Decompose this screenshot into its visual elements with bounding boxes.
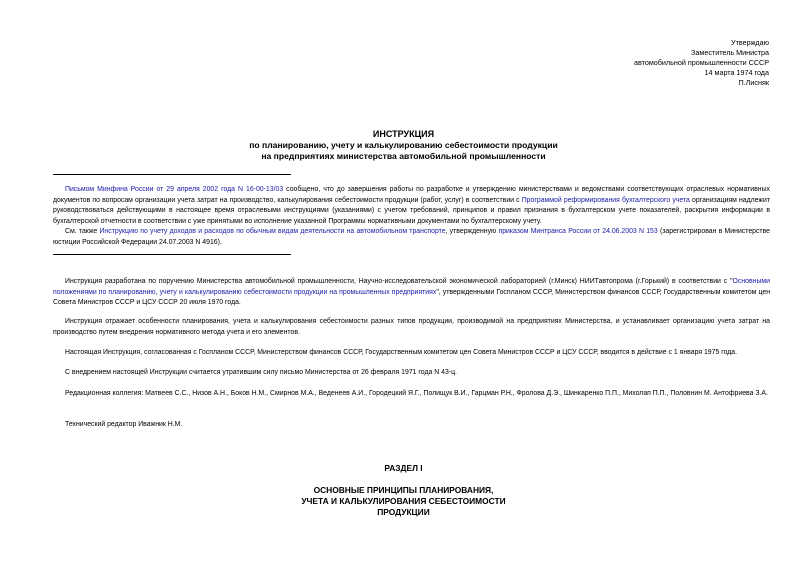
paragraph-text: ", утвержденными Госпланом СССР, Министерством финансов СССР, Государственным комитетом цен Совета Министров СССР и ЦСУ СССР 20 июля 1970 года. — [53, 288, 771, 306]
link-minfin-letter[interactable]: Письмом Минфина России от 29 апреля 2002 года N 16-00-13/03 — [65, 186, 284, 193]
paragraph-effective-date: Настоящая Инструкция, согласованная с Госпланом СССР, Министерством финансов СССР, Государственным комитетом цен Совета Министров СССР и ЦСУ СССР, вводится в действие с 1 января 1975 года. — [65, 349, 738, 356]
link-transport-instruction[interactable]: Инструкцию по учету доходов и расходов по обычным видам деятельности на автомобильном транспорте — [99, 228, 446, 235]
title-main: ИНСТРУКЦИЯ — [372, 129, 435, 139]
note-text: организациям надлежит руководствоваться действующими в настоящее время отраслевыми инструкциями (указаниями) с учетом требований, принципов и правил признания в бухгалтерском учете показателей, раскрытия информации в бухгалтерской отчетности в соответствии с уже принятыми во исполнение указанной Программы нормативными документами по бухгалтерскому учету. — [53, 196, 770, 225]
approval-signatory: П.Лисняк — [738, 78, 769, 87]
section-label: РАЗДЕЛ I — [384, 463, 423, 473]
note-see-also — [53, 227, 770, 248]
link-mintrans-order[interactable]: приказом Минтранса России от 24.06.2003 N 153 — [498, 228, 658, 235]
approval-line: 14 марта 1974 года — [704, 68, 769, 77]
approval-line: автомобильной промышленности СССР — [633, 58, 769, 67]
note-divider-bottom — [53, 254, 291, 255]
paragraph-origin — [53, 277, 770, 309]
link-basic-provisions[interactable]: Основными положениями по планированию, учету и калькулированию себестоимости продукции на промышленных предприятиях — [53, 278, 770, 296]
note-text: , утвержденную — [445, 228, 499, 235]
paragraph-technical-editor: Технический редактор Иважник Н.М. — [65, 421, 183, 428]
title-subtitle-2: на предприятиях министерства автомобильной промышленности — [261, 151, 546, 161]
note-text: См. также — [65, 228, 100, 235]
section-title-line-2: УЧЕТА И КАЛЬКУЛИРОВАНИЯ СЕБЕСТОИМОСТИ — [301, 496, 506, 506]
note-text: (зарегистрирован в Министерстве юстиции Российской Федерации 24.07.2003 N 4916). — [53, 228, 771, 246]
approval-line: Утверждаю — [731, 38, 769, 47]
approval-line: Заместитель Министра — [691, 48, 769, 57]
document-title — [0, 129, 807, 162]
section-title-line-3: ПРОДУКЦИИ — [377, 507, 430, 517]
paragraph-scope: Инструкция отражает особенности планирования, учета и калькулирования себестоимости разных типов продукции, производимой на предприятиях Министерства, и устанавливает организацию учета затрат на производство путем внедрения нормативного метода учета и его элементов. — [53, 318, 770, 336]
title-subtitle-1: по планированию, учету и калькулированию себестоимости продукции — [249, 140, 558, 150]
section-title-line-1: ОСНОВНЫЕ ПРИНЦИПЫ ПЛАНИРОВАНИЯ, — [313, 485, 494, 495]
paragraph-repeal: С внедрением настоящей Инструкции считается утратившим силу письмо Министерства от 26 февраля 1971 года N 43-ц. — [65, 369, 457, 376]
note-text: сообщено, что до завершения работы по разработке и утверждению министерствами и ведомствами соответствующих отраслевых нормативных документов по вопросам организации учета затрат на производство, калькулирования себестоимости продукции (работ, услуг) в соответствии с — [53, 186, 770, 204]
link-reform-program[interactable]: Программой реформирования бухгалтерского учета — [521, 196, 690, 204]
paragraph-editorial-board: Редакционная коллегия: Матвеев С.С., Низов А.Н., Боков Н.М., Смирнов М.А., Веденеев А.И., Городецкий Я.Г., Полищук В.И., Гарцман Р.Н., Фролова Д.Э., Шинкаренко П.П., Михолап П.П., Половнин М. Антофриева З.А. — [65, 390, 768, 397]
approval-block — [509, 38, 769, 88]
note-divider-top — [53, 174, 291, 175]
paragraph-text: Инструкция разработана по поручению Министерства автомобильной промышленности, Научно-исследовательской экономической лабораторией (г.Минск) НИИТавтопрома (г.Горький) в соответствии с " — [65, 278, 733, 285]
note-minfin-letter — [53, 185, 770, 227]
